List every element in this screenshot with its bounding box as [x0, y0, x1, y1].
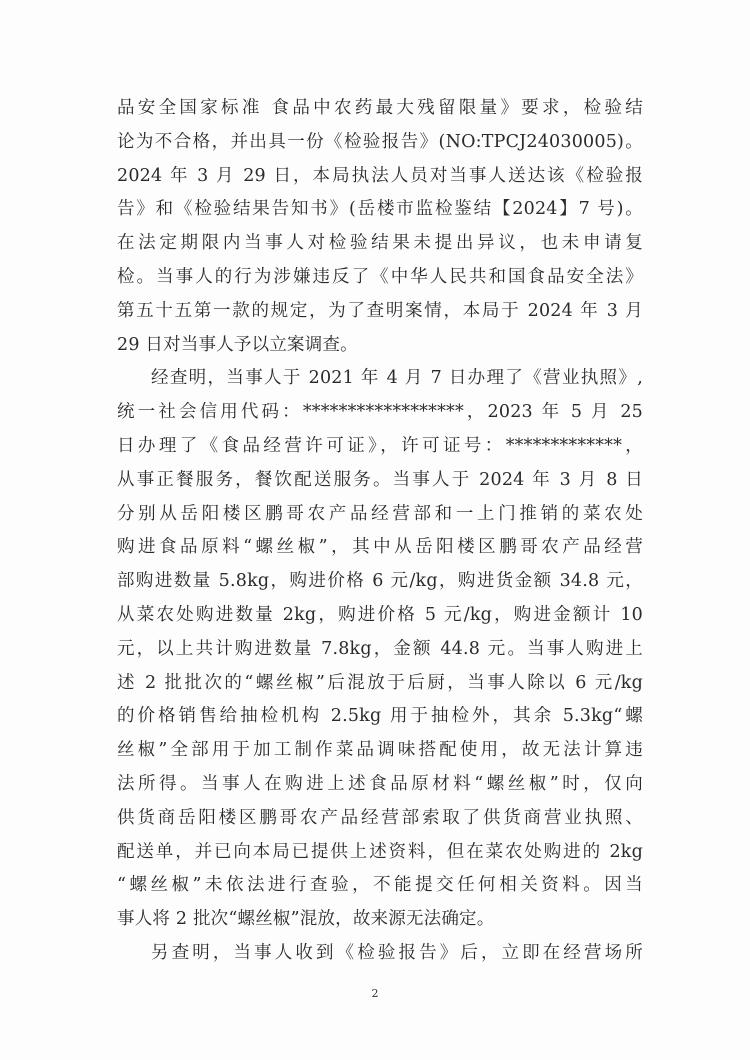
text-line: 从事正餐服务，餐饮配送服务。当事人于 2024 年 3 月 8 日: [117, 469, 643, 490]
page-number: 2: [371, 987, 379, 1000]
text-line: 在法定期限内当事人对检验结果未提出异议，也未申请复: [117, 233, 643, 254]
text-line: 事人将 2 批次“螺丝椒”混放，故来源无法确定。: [117, 909, 495, 930]
text-line: 的价格销售给抽检机构 2.5kg 用于抽检外，其余 5.3kg“螺: [117, 706, 643, 727]
text-line: 统一社会信用代码：******************，2023 年 5 月 25: [117, 402, 643, 423]
text-line: 告》和《检验结果告知书》(岳楼市监检鉴结【2024】7 号)。: [117, 199, 643, 220]
text-line: 述 2 批批次的“螺丝椒”后混放于后厨，当事人除以 6 元/kg: [117, 672, 643, 693]
text-line: 2024 年 3 月 29 日，本局执法人员对当事人送达该《检验报: [117, 165, 643, 186]
document-body: [117, 92, 643, 971]
paragraph-2: [117, 362, 643, 937]
text-line: 另查明，当事人收到《检验报告》后，立即在经营场所: [151, 942, 643, 963]
text-line: 日办理了《食品经营许可证》，许可证号：*************，: [117, 435, 643, 456]
text-line: “螺丝椒”未依法进行查验，不能提交任何相关资料。因当: [117, 875, 643, 896]
text-line: 丝椒”全部用于加工制作菜品调味搭配使用，故无法计算违: [117, 740, 643, 761]
text-line: 品安全国家标准 食品中农药最大残留限量》要求，检验结: [117, 98, 643, 118]
text-line: 检。当事人的行为涉嫌违反了《中华人民共和国食品安全法》: [117, 266, 643, 287]
text-line: 部购进数量 5.8kg，购进价格 6 元/kg，购进货金额 34.8 元，: [117, 571, 643, 592]
text-line: 购进食品原料“螺丝椒”，其中从岳阳楼区鹏哥农产品经营: [117, 537, 643, 558]
text-line: 供货商岳阳楼区鹏哥农产品经营部索取了供货商营业执照、: [117, 807, 643, 828]
text-line: 29 日对当事人予以立案调查。: [117, 334, 358, 355]
text-line: 经查明，当事人于 2021 年 4 月 7 日办理了《营业执照》,: [151, 368, 643, 389]
text-line: 元，以上共计购进数量 7.8kg，金额 44.8 元。当事人购进上: [117, 638, 643, 659]
paragraph-3: [117, 937, 643, 971]
text-line: 分别从岳阳楼区鹏哥农产品经营部和一上门推销的菜农处: [117, 503, 643, 524]
text-line: 论为不合格，并出具一份《检验报告》(NO:TPCJ24030005)。: [117, 131, 643, 152]
text-line: 第五十五第一款的规定，为了查明案情，本局于 2024 年 3 月: [117, 300, 643, 321]
text-line: 从菜农处购进数量 2kg，购进价格 5 元/kg，购进金额计 10: [117, 604, 643, 625]
text-line: 配送单，并已向本局已提供上述资料，但在菜农处购进的 2kg: [117, 841, 643, 862]
paragraph-1: [117, 92, 643, 362]
text-line: 法所得。当事人在购进上述食品原材料“螺丝椒”时，仅向: [117, 773, 643, 794]
